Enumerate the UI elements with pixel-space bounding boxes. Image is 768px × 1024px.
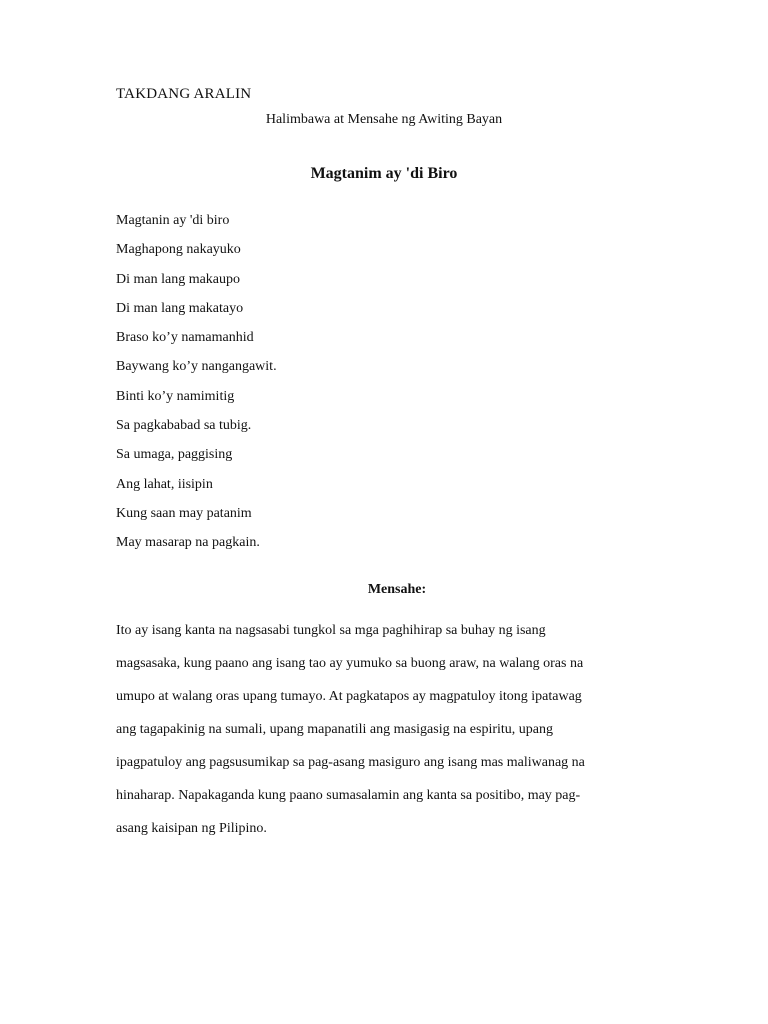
lyric-line: Di man lang makaupo bbox=[116, 271, 241, 287]
lyric-line: Sa pagkababad sa tubig. bbox=[116, 418, 252, 434]
lyric-line: Di man lang makatayo bbox=[116, 300, 244, 316]
paragraph-line: hinaharap. Napakaganda kung paano sumasalamin ang kanta sa positibo, may pag- bbox=[116, 788, 581, 803]
subtitle-text: Halimbawa at Mensahe ng Awiting Bayan bbox=[265, 112, 503, 127]
document-subtitle bbox=[0, 112, 768, 128]
lyric-line: Sa umaga, paggising bbox=[116, 447, 233, 463]
paragraph-line: magsasaka, kung paano ang isang tao ay yumuko sa buong araw, na walang oras na bbox=[116, 656, 584, 671]
assignment-heading: TAKDANG ARALIN bbox=[116, 86, 252, 102]
lyric-line: May masarap na pagkain. bbox=[116, 535, 260, 551]
paragraph-line: umupo at walang oras upang tumayo. At pagkatapos ay magpatuloy itong ipatawag bbox=[116, 689, 582, 704]
message-paragraph bbox=[116, 620, 636, 851]
lyric-line: Braso ko’y namamanhid bbox=[116, 330, 254, 346]
paragraph-line: asang kaisipan ng Pilipino. bbox=[116, 821, 267, 836]
message-heading-text: Mensahe: bbox=[367, 582, 427, 597]
lyric-line: Baywang ko’y nangangawit. bbox=[116, 359, 277, 375]
lyric-line: Kung saan may patanim bbox=[116, 505, 252, 521]
lyric-line: Maghapong nakayuko bbox=[116, 242, 241, 258]
lyric-line: Binti ko’y namimitig bbox=[116, 388, 235, 404]
paragraph-line: Ito ay isang kanta na nagsasabi tungkol sa mga paghihirap sa buhay ng isang bbox=[116, 623, 546, 638]
song-lyrics bbox=[116, 211, 277, 563]
paragraph-line: ipagpatuloy ang pagsusumikap sa pag-asang masiguro ang isang mas maliwanag na bbox=[116, 755, 585, 770]
message-heading bbox=[0, 582, 768, 598]
song-title: Magtanim ay 'di Biro bbox=[310, 165, 458, 182]
paragraph-line: ang tagapakinig na sumali, upang mapanatili ang masigasig na espiritu, upang bbox=[116, 722, 554, 737]
lyric-line: Magtanin ay 'di biro bbox=[116, 213, 230, 228]
lyric-line: Ang lahat, iisipin bbox=[116, 476, 213, 492]
